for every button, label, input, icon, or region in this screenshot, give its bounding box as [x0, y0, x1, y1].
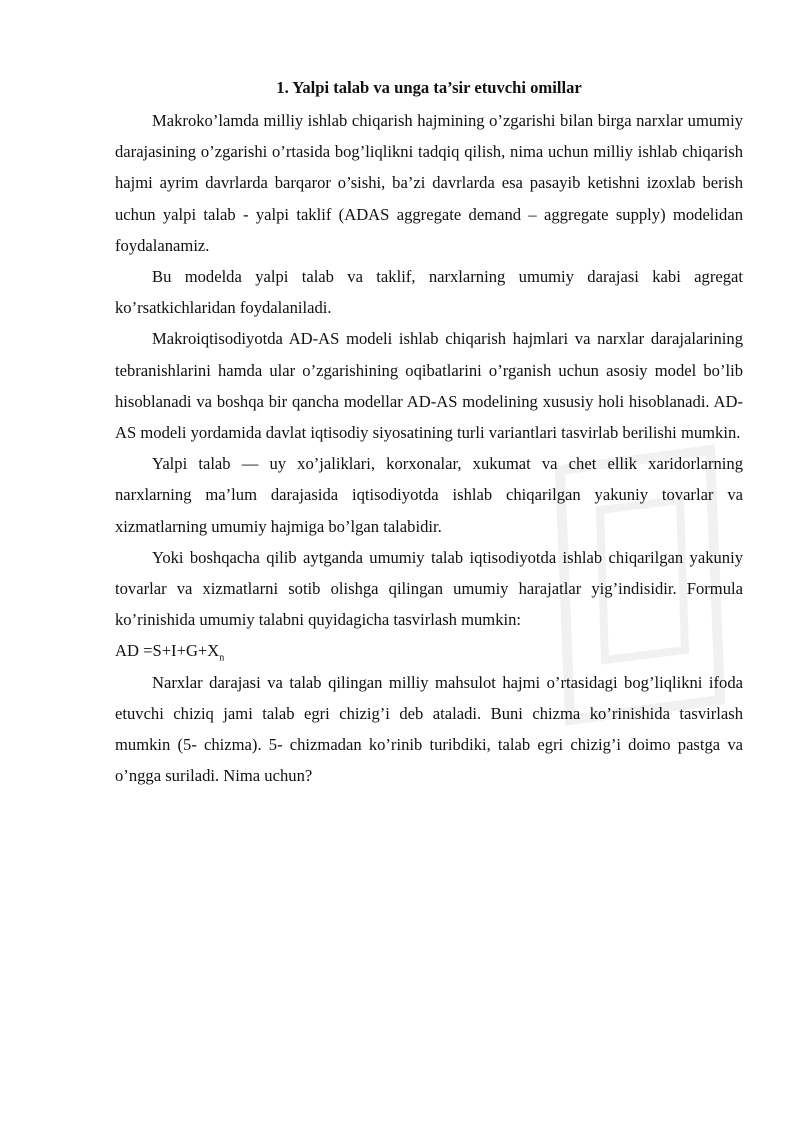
paragraph-6: Narxlar darajasi va talab qilingan milliy mahsulot hajmi o’rtasidagi bog’liqlikni ifoda etuvchi chiziq jami talab egri chizig’i deb ataladi. Buni chizma ko’rinishida tasvirlash mumkin (5- chizma). 5- chizmadan ko’rinib turibdiki, talab egri chizig’i doimo pastga va o’ngga suriladi. Nima uchun? — [115, 672, 743, 786]
paragraph-1: Makroko’lamda milliy ishlab chiqarish hajmining o’zgarishi bilan birga narxlar umumiy darajasining o’zgarishi o’rtasida bog’liqlikni tadqiq qilish, nima uchun milliy ishlab chiqarish hajmi ayrim davrlarda barqaror o’sishi, ba’zi davrlarda esa pasayib ketishni izoxlab berish uchun yalpi talab - yalpi taklif (ADAS aggregate demand – aggregate supply) modelidan foydalanamiz. — [115, 111, 743, 255]
paragraph-4: Yalpi talab — uy xo’jaliklari, korxonalar, xukumat va chet ellik xaridorlarning narxlarning ma’lum darajasida iqtisodiyotda ishlab chiqarilgan yakuniy tovarlar va xizmatlarning umumiy hajmiga bo’lgan talabidir. — [115, 454, 743, 536]
formula-main: AD =S+I+G+X — [115, 641, 220, 661]
paragraph-5: Yoki boshqacha qilib aytganda umumiy talab iqtisodiyotda ishlab chiqarilgan yakuniy tovarlar va xizmatlarni sotib olishga qilingan umumiy harajatlar yig’indisidir. Formula ko’rinishida umumiy talabni quyidagicha tasvirlash mumkin: — [115, 547, 743, 630]
paragraph-2: Bu modelda yalpi talab va taklif, narxlarning umumiy darajasi kabi agregat ko’rsatkichlaridan foydalaniladi. — [115, 267, 743, 318]
paragraph-3: Makroiqtisodiyotda AD-AS modeli ishlab chiqarish hajmlari va narxlar darajalarining tebranishlarini hamda ular o’zgarishining oqibatlarini o’rganish uchun asosiy model bo’lib hisoblanadi va boshqa bir qancha modellar AD-AS modelining xususiy holi hisoblanadi. AD-AS modeli yordamida davlat iqtisodiy siyosatining turli variantlari tasvirlab berilishi mumkin. — [115, 329, 743, 443]
formula-subscript: n — [219, 652, 225, 664]
section-title: 1. Yalpi talab va unga ta’sir etuvchi omillar — [276, 78, 582, 97]
faint-watermark — [540, 430, 740, 730]
